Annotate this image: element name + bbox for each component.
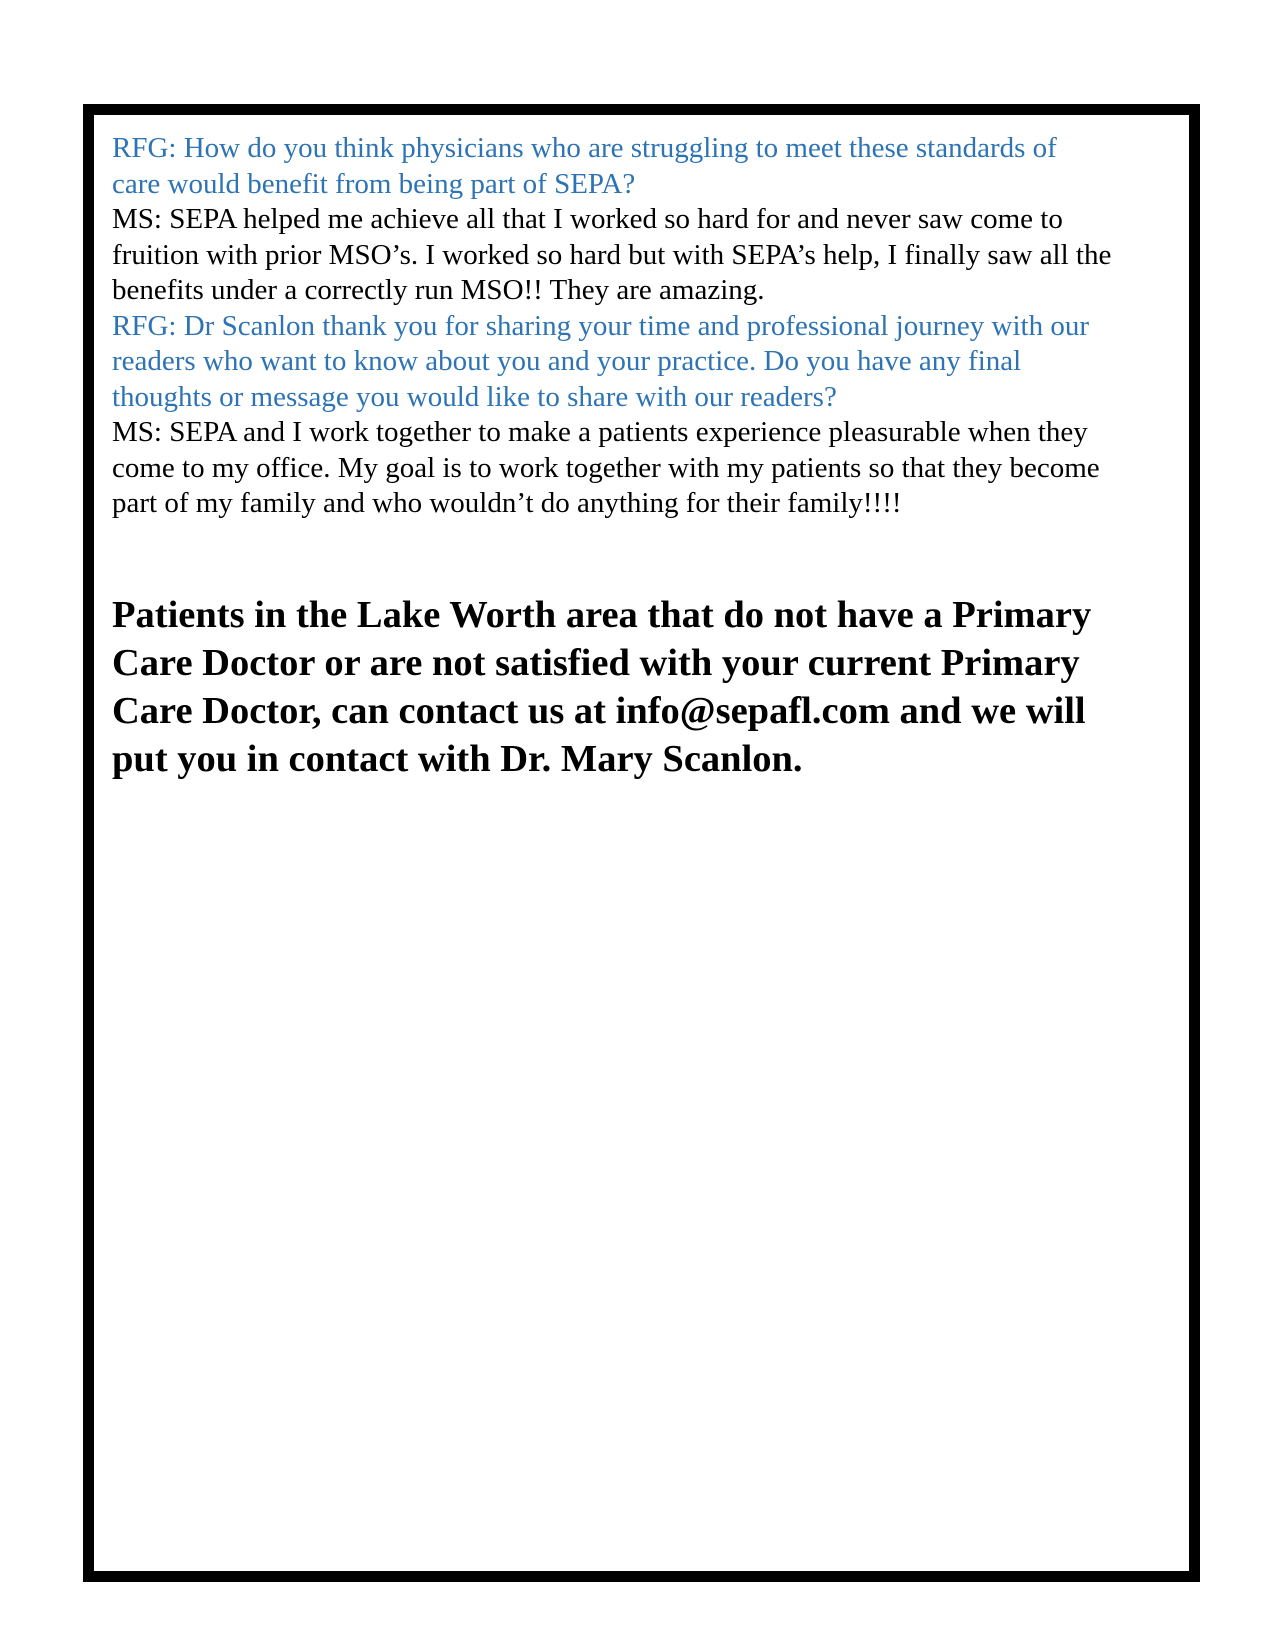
question-2-line: RFG: Dr Scanlon thank you for sharing your time and professional journey with our	[112, 309, 1089, 342]
answer-1-line: fruition with prior MSO’s. I worked so hard but with SEPA’s help, I finally saw all the	[112, 238, 1112, 271]
callout-line: Patients in the Lake Worth area that do not have a Primary	[112, 594, 1092, 636]
callout-line: Care Doctor or are not satisfied with your current Primary	[112, 642, 1080, 684]
question-2-line: thoughts or message you would like to share with our readers?	[112, 380, 837, 413]
contact-callout	[112, 591, 1197, 783]
answer-2	[112, 415, 1192, 522]
question-2-line: readers who want to know about you and your practice. Do you have any final	[112, 345, 1022, 377]
question-2	[112, 309, 1192, 416]
answer-2-line: MS: SEPA and I work together to make a patients experience pleasurable when they	[112, 416, 1088, 448]
callout-line: put you in contact with Dr. Mary Scanlon.	[112, 738, 803, 780]
interview-content	[112, 131, 1192, 522]
answer-1-line: MS: SEPA helped me achieve all that I worked so hard for and never saw come to	[112, 203, 1063, 235]
answer-2-line: come to my office. My goal is to work together with my patients so that they become	[112, 451, 1100, 484]
question-1-line: care would benefit from being part of SEPA?	[112, 167, 636, 200]
answer-1	[112, 202, 1192, 309]
answer-1-line: benefits under a correctly run MSO!! They are amazing.	[112, 274, 765, 306]
page-frame	[83, 104, 1200, 1582]
question-1-line: RFG: How do you think physicians who are struggling to meet these standards of	[112, 132, 1057, 164]
callout-line: Care Doctor, can contact us at info@sepafl.com and we will	[112, 690, 1086, 732]
answer-2-line: part of my family and who wouldn’t do anything for their family!!!!	[112, 487, 902, 519]
question-1	[112, 131, 1192, 202]
